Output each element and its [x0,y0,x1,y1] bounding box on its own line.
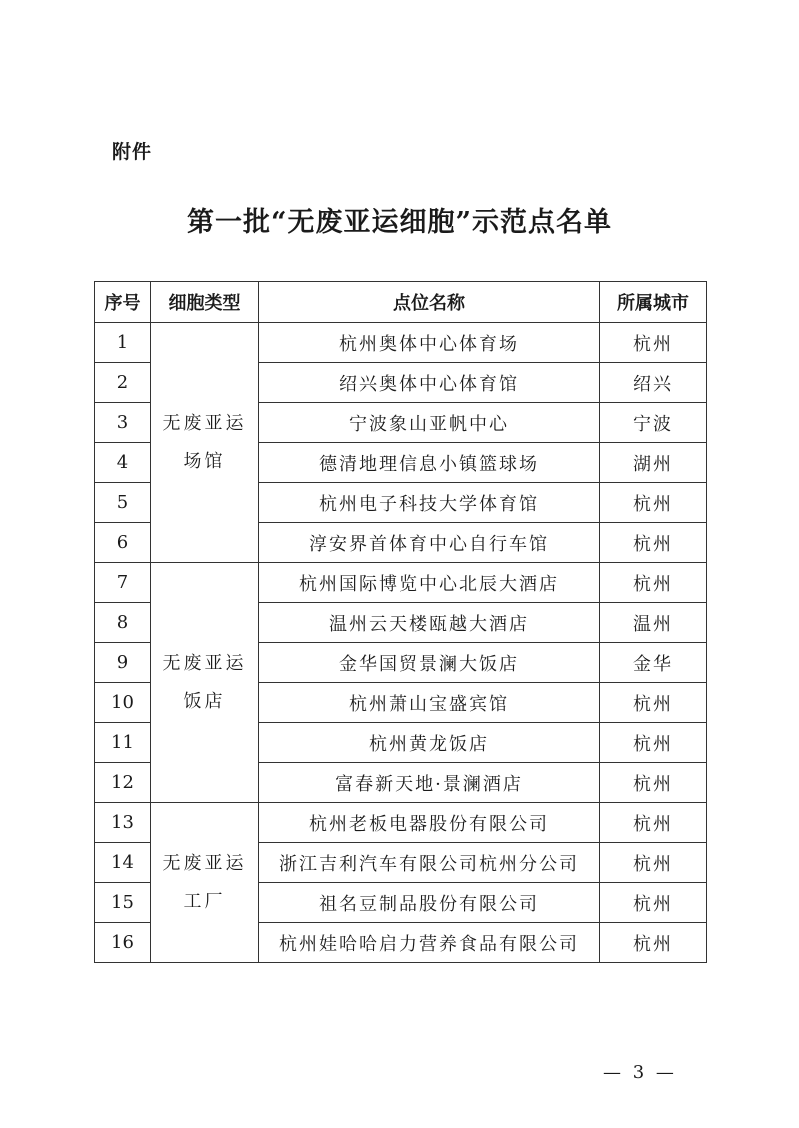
row-name: 祖名豆制品股份有限公司 [259,883,600,923]
row-city: 杭州 [600,923,707,963]
row-no: 5 [95,483,151,523]
type-line: 无废亚运 [162,652,247,674]
header-city: 所属城市 [600,282,707,323]
row-city: 杭州 [600,523,707,563]
row-no: 11 [95,723,151,763]
cell-type-factory [151,803,259,963]
row-name: 杭州娃哈哈启力营养食品有限公司 [259,923,600,963]
header-name: 点位名称 [259,282,600,323]
row-city: 杭州 [600,883,707,923]
row-name: 杭州电子科技大学体育馆 [259,483,600,523]
row-no: 9 [95,643,151,683]
row-name: 杭州国际博览中心北辰大酒店 [259,563,600,603]
row-name: 杭州萧山宝盛宾馆 [259,683,600,723]
cell-type-venue [151,323,259,563]
row-name: 富春新天地·景澜酒店 [259,763,600,803]
type-line: 无废亚运 [162,412,247,434]
row-city: 湖州 [600,443,707,483]
table-header-row [95,282,707,323]
row-no: 6 [95,523,151,563]
row-city: 杭州 [600,843,707,883]
header-type: 细胞类型 [151,282,259,323]
row-no: 14 [95,843,151,883]
row-city: 宁波 [600,403,707,443]
table-row [95,563,707,603]
row-city: 杭州 [600,763,707,803]
row-city: 杭州 [600,723,707,763]
row-no: 1 [95,323,151,363]
header-no: 序号 [95,282,151,323]
table-row [95,803,707,843]
row-city: 杭州 [600,803,707,843]
row-name: 淳安界首体育中心自行车馆 [259,523,600,563]
row-no: 2 [95,363,151,403]
row-name: 浙江吉利汽车有限公司杭州分公司 [259,843,600,883]
type-line: 工厂 [183,890,226,912]
row-name: 温州云天楼瓯越大酒店 [259,603,600,643]
cell-type-hotel [151,563,259,803]
demo-sites-table [94,281,707,963]
attachment-label: 附件 [112,141,153,163]
row-name: 德清地理信息小镇篮球场 [259,443,600,483]
row-no: 10 [95,683,151,723]
row-name: 金华国贸景澜大饭店 [259,643,600,683]
row-city: 绍兴 [600,363,707,403]
row-name: 杭州黄龙饭店 [259,723,600,763]
row-city: 温州 [600,603,707,643]
row-no: 7 [95,563,151,603]
row-name: 宁波象山亚帆中心 [259,403,600,443]
row-no: 3 [95,403,151,443]
row-no: 8 [95,603,151,643]
row-name: 杭州奥体中心体育场 [259,323,600,363]
row-city: 杭州 [600,563,707,603]
table-row [95,323,707,363]
row-no: 15 [95,883,151,923]
row-city: 杭州 [600,683,707,723]
row-city: 金华 [600,643,707,683]
row-no: 16 [95,923,151,963]
type-line: 饭店 [183,690,226,712]
row-name: 绍兴奥体中心体育馆 [259,363,600,403]
row-no: 4 [95,443,151,483]
page-number: — 3 — [603,1062,677,1083]
row-no: 13 [95,803,151,843]
type-line: 场馆 [183,450,226,472]
type-line: 无废亚运 [162,852,247,874]
row-no: 12 [95,763,151,803]
row-name: 杭州老板电器股份有限公司 [259,803,600,843]
row-city: 杭州 [600,483,707,523]
document-title: 第一批“无废亚运细胞”示范点名单 [186,207,613,238]
row-city: 杭州 [600,323,707,363]
